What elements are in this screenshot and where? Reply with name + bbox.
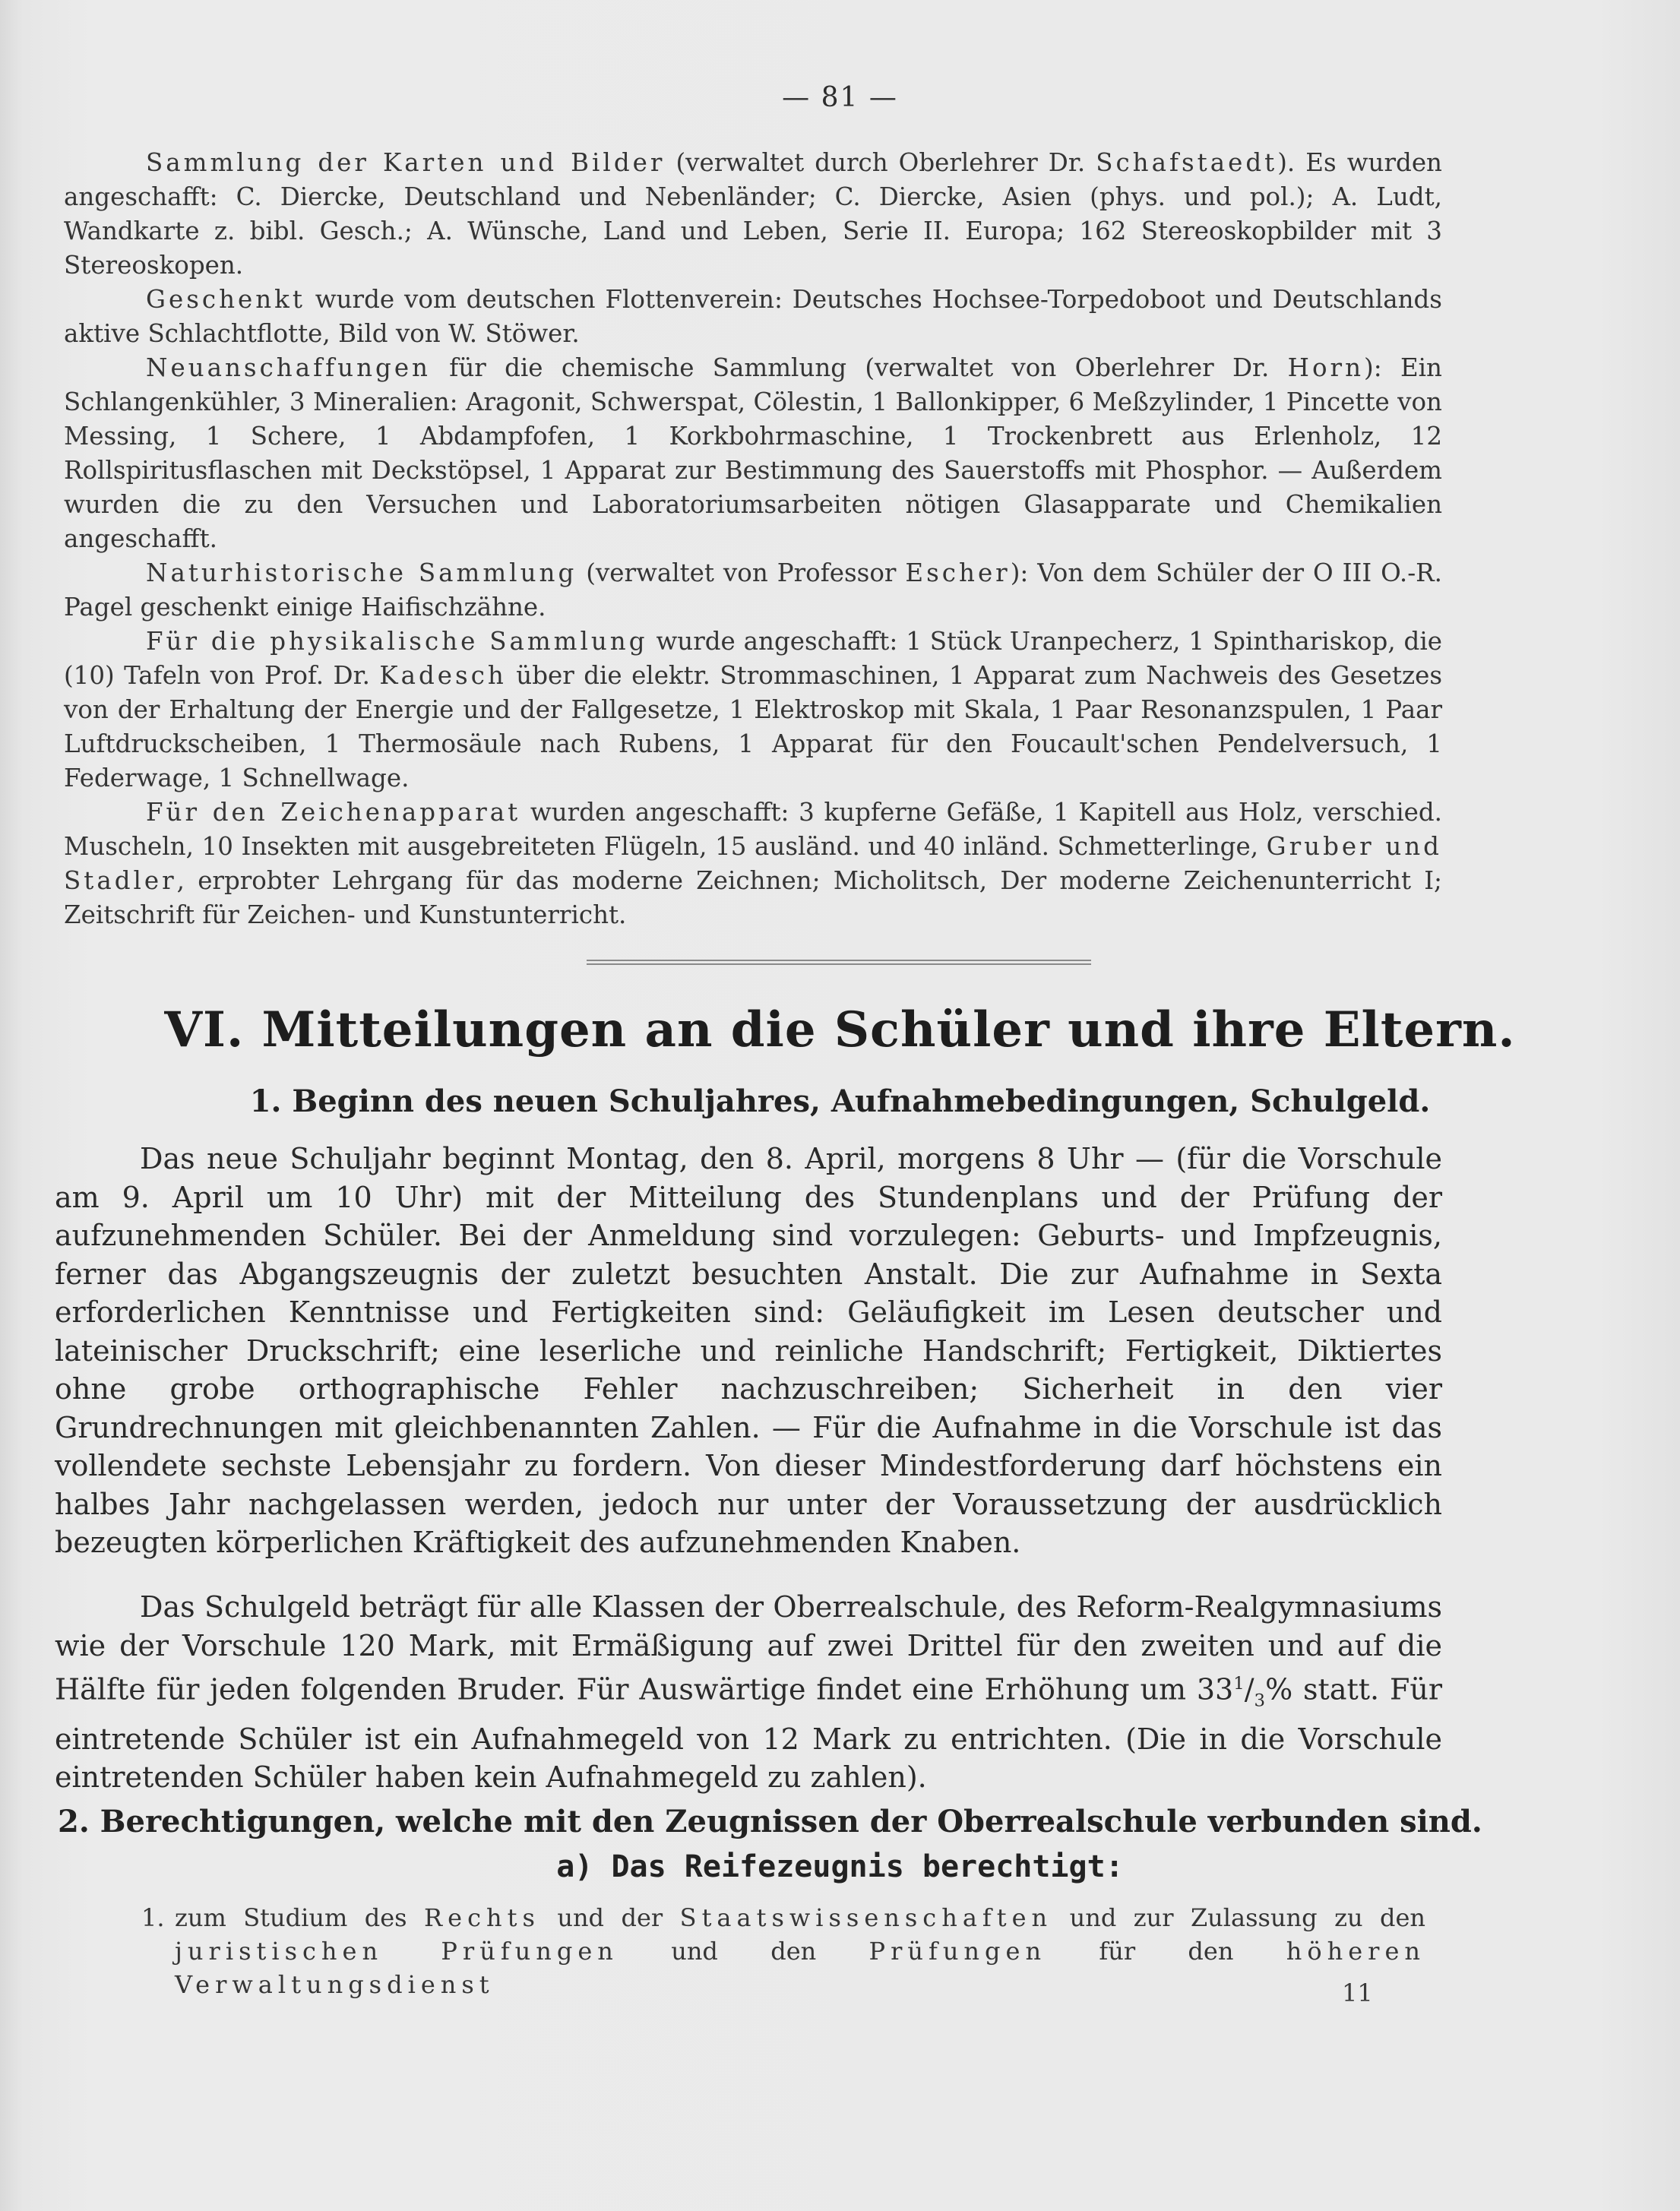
- section-divider: [587, 960, 1091, 965]
- paragraph-map-collection: Sammlung der Karten und Bilder (verwaltet durch Oberlehrer Dr. Schafstaedt). Es wurden angeschafft: C. Diercke, Deutschland und Nebenländer; C. Diercke, Asien (phys. und pol.); A. Ludt, Wandkarte z. bibl. Gesch.; A. Wünsche, Land und Leben, Serie II. Europa; 162 Stereoskopbilder mit 3 Stereoskopen.: [64, 148, 1442, 280]
- paragraph-natural-history: Naturhistorische Sammlung (verwaltet von Professor Escher): Von dem Schüler der O III O.-R. Pagel geschenkt einige Haifischzähne.: [64, 558, 1442, 622]
- section-1-paragraph-2: Das Schulgeld beträgt für alle Klassen der Oberrealschule, des Reform-Realgymnasiums wie der Vorschule 120 Mark, mit Ermäßigung auf zwei Drittel für den zweiten und auf die Hälfte für jeden folgenden Bruder. Für Auswärtige findet eine Erhöhung um $33^1/_3\%$ statt. Für eintretende Schüler ist ein Aufnahmegeld von 12 Mark zu entrichten. (Die in die Vorschule eintretenden Schüler haben kein Aufnahmegeld zu zahlen).: [55, 1590, 1442, 1795]
- section-1-heading: 1. Beginn des neuen Schuljahres, Aufnahmebedingungen, Schulgeld.: [249, 1083, 1431, 1119]
- paragraph-drawing: Für den Zeichenapparat wurden angeschafft: 3 kupferne Gefäße, 1 Kapitell aus Holz, verschied. Muscheln, 10 Insekten mit ausgebreiteten Flügeln, 15 ausländ. und 40 inländ. Schmetterlinge, Gruber und Stadler, erprobter Lehrgang für das moderne Zeichnen; Micholitsch, Der moderne Zeichenunterricht I; Zeitschrift für Zeichen- und Kunstunterricht.: [64, 798, 1443, 929]
- paragraph-physics: Für die physikalische Sammlung wurde angeschafft: 1 Stück Uranpecherz, 1 Spinthariskop, die (10) Tafeln von Prof. Dr. Kadesch über die elektr. Strommaschinen, 1 Apparat zum Nachweis des Gesetzes von der Erhaltung der Energie und der Fallgesetze, 1 Elektroskop mit Skala, 1 Paar Resonanzspulen, 1 Paar Luftdruckscheiben, 1 Thermosäule nach Rubens, 1 Apparat für den Foucault'schen Pendelversuch, 1 Federwage, 1 Schnellwage.: [64, 627, 1442, 792]
- section-1-fees: [55, 1588, 1442, 1797]
- list-item-number: 1.: [141, 1903, 165, 1932]
- sheet-signature: 11: [1342, 1979, 1373, 2007]
- section-2a-heading: a) Das Reifezeugnis berechtigt:: [556, 1849, 1124, 1884]
- section-2-heading: 2. Berechtigungen, welche mit den Zeugnissen der Oberrealschule verbunden sind.: [58, 1804, 1482, 1839]
- collections-report: [64, 146, 1442, 932]
- paragraph-donation: Geschenkt wurde vom deutschen Flottenverein: Deutsches Hochsee-Torpedoboot und Deutschlands aktive Schlachtflotte, Bild von W. Stöwer.: [64, 285, 1442, 348]
- list-item: [141, 1901, 1425, 2001]
- paragraph-chemistry: Neuanschaffungen für die chemische Sammlung (verwaltet von Oberlehrer Dr. Horn): Ein Schlangenkühler, 3 Mineralien: Aragonit, Schwerspat, Cölestin, 1 Ballonkipper, 6 Meßzylinder, 1 Pincette von Messing, 1 Schere, 1 Abdampfofen, 1 Korkbohrmaschine, 1 Trockenbrett aus Erlenholz, 12 Rollspiritusflaschen mit Deckstöpsel, 1 Apparat zur Bestimmung des Sauerstoffs mit Phosphor. — Außerdem wurden die zu den Versuchen und Laboratoriumsarbeiten nötigen Glasapparate und Chemikalien angeschafft.: [64, 353, 1442, 553]
- section-1-body: [55, 1140, 1442, 1562]
- list-item-text: zum Studium des Rechts und der Staatswissenschaften und zur Zulassung zu den juristischen Prüfungen und den Prüfungen für den höheren Verwaltungsdienst: [175, 1903, 1426, 1999]
- page-number: — 81 —: [782, 82, 898, 113]
- chapter-title: VI. Mitteilungen an die Schüler und ihre Eltern.: [164, 1001, 1516, 1058]
- section-1-paragraph-1: Das neue Schuljahr beginnt Montag, den 8. April, morgens 8 Uhr — (für die Vorschule am 9. April um 10 Uhr) mit der Mitteilung des Stundenplans und der Prüfung der aufzunehmenden Schüler. Bei der Anmeldung sind vorzulegen: Geburts- und Impfzeugnis, ferner das Abgangszeugnis der zuletzt besuchten Anstalt. Die zur Aufnahme in Sexta erforderlichen Kenntnisse und Fertigkeiten sind: Geläufigkeit im Lesen deutscher und lateinischer Druckschrift; eine leserliche und reinliche Handschrift; Fertigkeit, Diktiertes ohne grobe orthographische Fehler nachzuschreiben; Sicherheit in den vier Grundrechnungen mit gleichbenannten Zahlen. — Für die Aufnahme in die Vorschule ist das vollendete sechste Lebensjahr zu fordern. Von dieser Mindestforderung darf höchstens ein halbes Jahr nachgelassen werden, jedoch nur unter der Voraussetzung der ausdrücklich bezeugten körperlichen Kräftigkeit des aufzunehmenden Knaben.: [55, 1142, 1442, 1559]
